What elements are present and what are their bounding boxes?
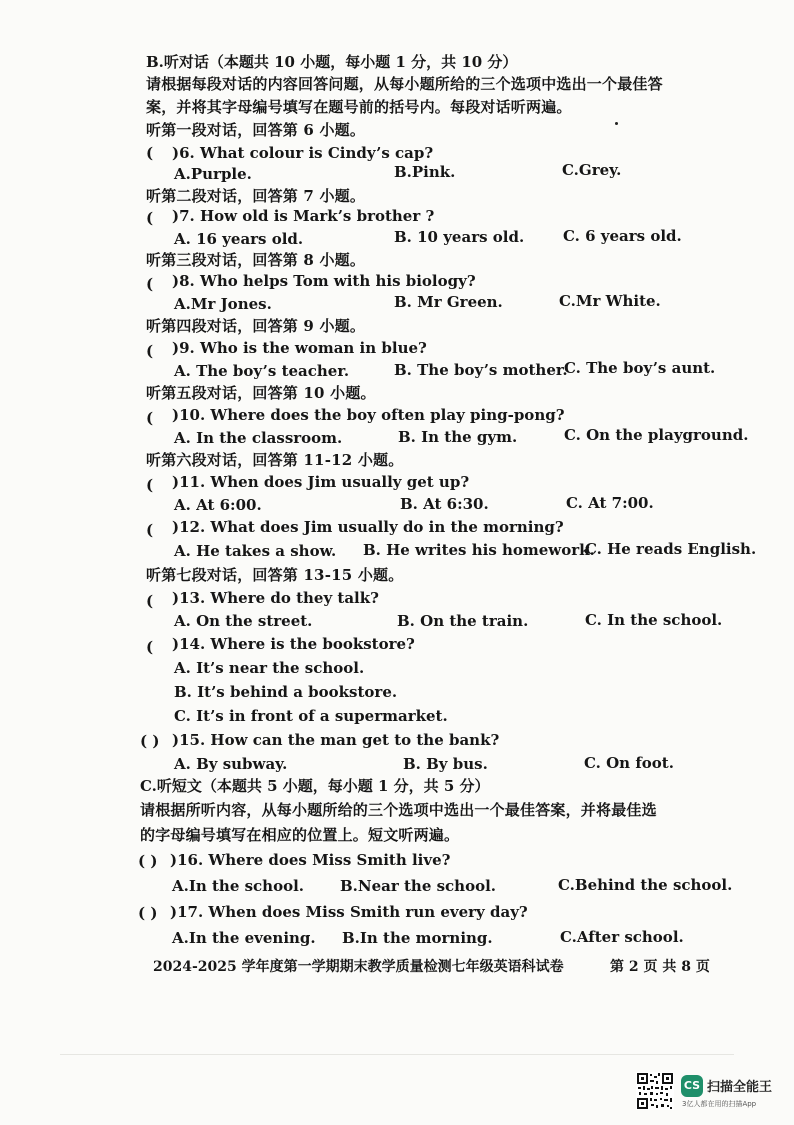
dialogue-7-prompt: 听第七段对话，回答第 13-15 小题。: [146, 566, 404, 584]
q6-question: )6. What colour is Cindy’s cap?: [172, 144, 434, 162]
q12-option-c[interactable]: C. He reads English.: [585, 540, 757, 558]
q13-option-b[interactable]: B. On the train.: [397, 612, 529, 630]
q6-bracket[interactable]: (: [146, 144, 154, 162]
q14-question: )14. Where is the bookstore?: [172, 635, 415, 653]
q17-question: )17. When does Miss Smith run every day?: [170, 903, 528, 921]
q16-question: )16. Where does Miss Smith live?: [170, 851, 451, 869]
dialogue-4-prompt: 听第四段对话，回答第 9 小题。: [146, 317, 366, 335]
exam-footer-title: 2024-2025 学年度第一学期期末教学质量检测七年级英语科试卷: [153, 959, 564, 975]
q11-question: )11. When does Jim usually get up?: [172, 473, 470, 491]
q16-option-c[interactable]: C.Behind the school.: [558, 876, 733, 894]
dialogue-1-prompt: 听第一段对话，回答第 6 小题。: [146, 121, 366, 139]
q10-option-a[interactable]: A. In the classroom.: [174, 429, 343, 447]
q8-option-b[interactable]: B. Mr Green.: [394, 293, 503, 311]
section-c-title: C.听短文（本题共 5 小题，每小题 1 分，共 5 分）: [140, 777, 490, 795]
q7-option-a[interactable]: A. 16 years old.: [174, 230, 304, 248]
q13-option-c[interactable]: C. In the school.: [585, 611, 723, 629]
q8-bracket[interactable]: (: [146, 275, 154, 293]
dialogue-6-prompt: 听第六段对话，回答第 11-12 小题。: [146, 451, 404, 469]
q17-option-c[interactable]: C.After school.: [560, 928, 684, 946]
q10-option-c[interactable]: C. On the playground.: [564, 426, 749, 444]
section-b-instruction-2: 案，并将其字母编号填写在题号前的括号内。每段对话听两遍。: [146, 98, 572, 116]
q17-brackets[interactable]: ( ): [138, 904, 158, 922]
page-number: 第 2 页 共 8 页: [610, 959, 710, 975]
q9-option-c[interactable]: C. The boy’s aunt.: [564, 359, 716, 377]
q16-brackets[interactable]: ( ): [138, 852, 158, 870]
q9-question: )9. Who is the woman in blue?: [172, 339, 427, 357]
q14-bracket[interactable]: (: [146, 638, 154, 656]
q7-option-b[interactable]: B. 10 years old.: [394, 228, 525, 246]
q12-option-b[interactable]: B. He writes his homework.: [363, 541, 595, 559]
q9-option-b[interactable]: B. The boy’s mother.: [394, 361, 568, 379]
section-b-instruction-1: 请根据每段对话的内容回答问题，从每小题所给的三个选项中选出一个最佳答: [146, 75, 663, 93]
q9-bracket[interactable]: (: [146, 342, 154, 360]
q7-bracket[interactable]: (: [146, 209, 154, 227]
q10-bracket[interactable]: (: [146, 409, 154, 427]
q12-option-a[interactable]: A. He takes a show.: [174, 542, 337, 560]
dialogue-2-prompt: 听第二段对话，回答第 7 小题。: [146, 187, 366, 205]
q13-option-a[interactable]: A. On the street.: [174, 612, 313, 630]
section-c-instruction-1: 请根据所听内容，从每小题所给的三个选项中选出一个最佳答案，并将最佳选: [140, 801, 657, 819]
q14-option-a[interactable]: A. It’s near the school.: [174, 659, 365, 677]
q6-option-c[interactable]: C.Grey.: [562, 161, 622, 179]
dialogue-3-prompt: 听第三段对话，回答第 8 小题。: [146, 251, 366, 269]
q6-option-a[interactable]: A.Purple.: [174, 165, 252, 183]
q11-bracket[interactable]: (: [146, 476, 154, 494]
q7-question: )7. How old is Mark’s brother ?: [172, 207, 435, 225]
q12-bracket[interactable]: (: [146, 521, 154, 539]
q8-option-c[interactable]: C.Mr White.: [559, 292, 661, 310]
q16-option-a[interactable]: A.In the school.: [172, 877, 305, 895]
section-c-instruction-2: 的字母编号填写在相应的位置上。短文听两遍。: [140, 826, 460, 844]
q8-question: )8. Who helps Tom with his biology?: [172, 272, 476, 290]
q12-question: )12. What does Jim usually do in the morning?: [172, 518, 564, 536]
camscanner-tagline: 3亿人都在用的扫描App: [682, 1100, 757, 1108]
q9-option-a[interactable]: A. The boy’s teacher.: [174, 362, 350, 380]
camscanner-name: 扫描全能王: [707, 1080, 773, 1095]
scan-speck: [615, 122, 618, 125]
q11-option-a[interactable]: A. At 6:00.: [174, 496, 262, 514]
q14-option-b[interactable]: B. It’s behind a bookstore.: [174, 683, 398, 701]
camscanner-logo: CS: [681, 1075, 703, 1097]
q15-option-b[interactable]: B. By bus.: [403, 755, 488, 773]
q6-option-b[interactable]: B.Pink.: [394, 163, 456, 181]
q10-option-b[interactable]: B. In the gym.: [398, 428, 518, 446]
q11-option-c[interactable]: C. At 7:00.: [566, 494, 654, 512]
q10-question: )10. Where does the boy often play ping-pong?: [172, 406, 565, 424]
q15-option-a[interactable]: A. By subway.: [174, 755, 288, 773]
q16-option-b[interactable]: B.Near the school.: [340, 877, 497, 895]
q13-question: )13. Where do they talk?: [172, 589, 379, 607]
qr-code-icon: [636, 1072, 674, 1110]
q15-question: )15. How can the man get to the bank?: [172, 731, 500, 749]
page-bottom-edge: [60, 1054, 734, 1055]
q8-option-a[interactable]: A.Mr Jones.: [174, 295, 272, 313]
q17-option-a[interactable]: A.In the evening.: [172, 929, 316, 947]
q14-option-c[interactable]: C. It’s in front of a supermarket.: [174, 707, 448, 725]
q7-option-c[interactable]: C. 6 years old.: [563, 227, 682, 245]
q13-bracket[interactable]: (: [146, 592, 154, 610]
section-b-title: B.听对话（本题共 10 小题，每小题 1 分，共 10 分）: [146, 53, 518, 71]
q17-option-b[interactable]: B.In the morning.: [342, 929, 493, 947]
q15-brackets[interactable]: ( ): [140, 732, 160, 750]
q11-option-b[interactable]: B. At 6:30.: [400, 495, 489, 513]
dialogue-5-prompt: 听第五段对话，回答第 10 小题。: [146, 384, 376, 402]
q15-option-c[interactable]: C. On foot.: [584, 754, 674, 772]
